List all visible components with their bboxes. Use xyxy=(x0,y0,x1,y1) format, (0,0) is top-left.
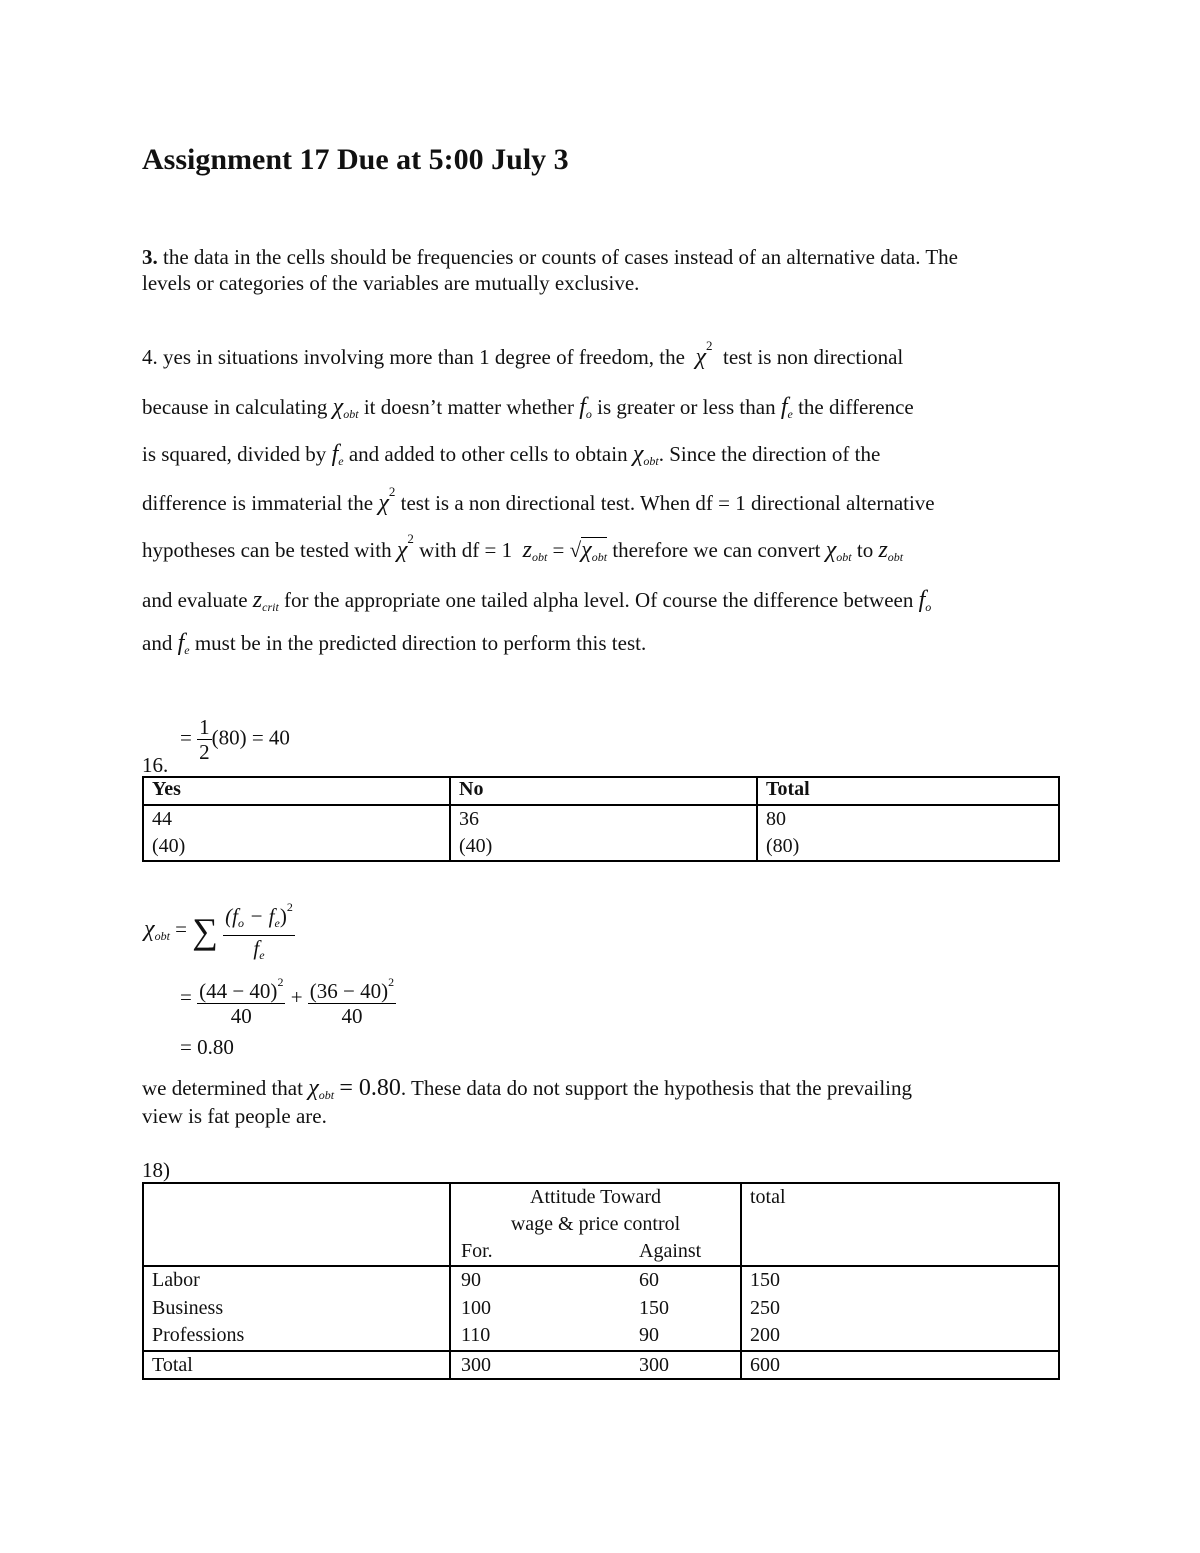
q18-label: 18) xyxy=(142,1158,170,1182)
page-title: Assignment 17 Due at 5:00 July 3 xyxy=(142,143,569,176)
q4-line-6: and evaluate $z_{crit}$ for the appropriate one tailed alpha level. Of course the difference between $f_o$ xyxy=(142,587,932,614)
q4-line-5: hypotheses can be tested with $\chi^2$ with df = 1 $z_{obt} = √\chi_{obt}$ therefore we can convert $\chi_{obt}$ to $z_{obt}$ xyxy=(142,531,904,564)
q16-table xyxy=(142,776,1060,862)
q16-conclusion-line-1: we determined that $\chi_{obt} = 0.80$. These data do not support the hypothesis that the prevailing xyxy=(142,1075,912,1102)
q16-label: 16. xyxy=(142,753,169,777)
chi-square-result: = 0.80 xyxy=(180,1035,234,1059)
q4-line-1: 4. yes in situations involving more than 1 degree of freedom, the $\chi^2$ test is non directional xyxy=(142,338,904,370)
q16-header-total: Total xyxy=(757,777,1059,805)
q16-header-no: No xyxy=(450,777,757,805)
chi-square-formula: $\chi_{obt}$ = ∑ $\frac{(f_o - f_e)^2}{f_e}$ xyxy=(144,895,295,967)
q16-header-yes: Yes xyxy=(143,777,450,805)
q16-cell-yes: 44 (40) xyxy=(143,805,450,861)
q18-group-header: Attitude Toward wage & price control For. Against xyxy=(450,1183,741,1266)
q16-expected-equation: = $\frac{1}{2}$ (80) = 40 xyxy=(180,715,290,764)
q18-col-against: Against xyxy=(639,1240,702,1262)
q16-conclusion-line-2: view is fat people are. xyxy=(142,1104,327,1128)
q18-row-labels: Labor Business Professions xyxy=(143,1266,450,1351)
q16-cell-no: 36 (40) xyxy=(450,805,757,861)
chi-square-substitution: = $\frac{(44 - 40)^2}{40}$ + $\frac{(36 - 40)^2}{40}$ xyxy=(180,970,396,1028)
table-row xyxy=(143,777,1059,805)
q18-total-label: Total xyxy=(143,1351,450,1379)
table-row xyxy=(143,1351,1059,1379)
q16-cell-total: 80 (80) xyxy=(757,805,1059,861)
table-row xyxy=(143,1266,1059,1351)
table-row xyxy=(143,805,1059,861)
q18-grand-total: 600 xyxy=(741,1351,1059,1379)
table-row xyxy=(143,1183,1059,1266)
q4-line-3: is squared, divided by $f_e$ and added to other cells to obtain $\chi_{obt}$. Since the direction of the xyxy=(142,441,881,468)
q3-line-2: levels or categories of the variables are mutually exclusive. xyxy=(142,271,640,295)
q3-line-1: 3. the data in the cells should be frequencies or counts of cases instead of an alternative data. The xyxy=(142,245,958,269)
q18-row-values: 90 60 100 150 110 90 xyxy=(450,1266,741,1351)
q18-col-for: For. xyxy=(461,1240,493,1262)
q4-line-7: and $f_e$ must be in the predicted direction to perform this test. xyxy=(142,630,647,657)
q4-line-4: difference is immaterial the $\chi^2$ test is a non directional test. When df = 1 directional alternative xyxy=(142,484,935,516)
q18-total-values: 300 300 xyxy=(450,1351,741,1379)
q4-line-2: because in calculating $\chi_{obt}$ it doesn’t matter whether $f_o$ is greater or less than $f_e$ the difference xyxy=(142,394,914,421)
q18-corner-cell xyxy=(143,1183,450,1266)
q18-row-totals: 150 250 200 xyxy=(741,1266,1059,1351)
q18-table xyxy=(142,1182,1060,1380)
q18-col-total: total xyxy=(741,1183,1059,1266)
